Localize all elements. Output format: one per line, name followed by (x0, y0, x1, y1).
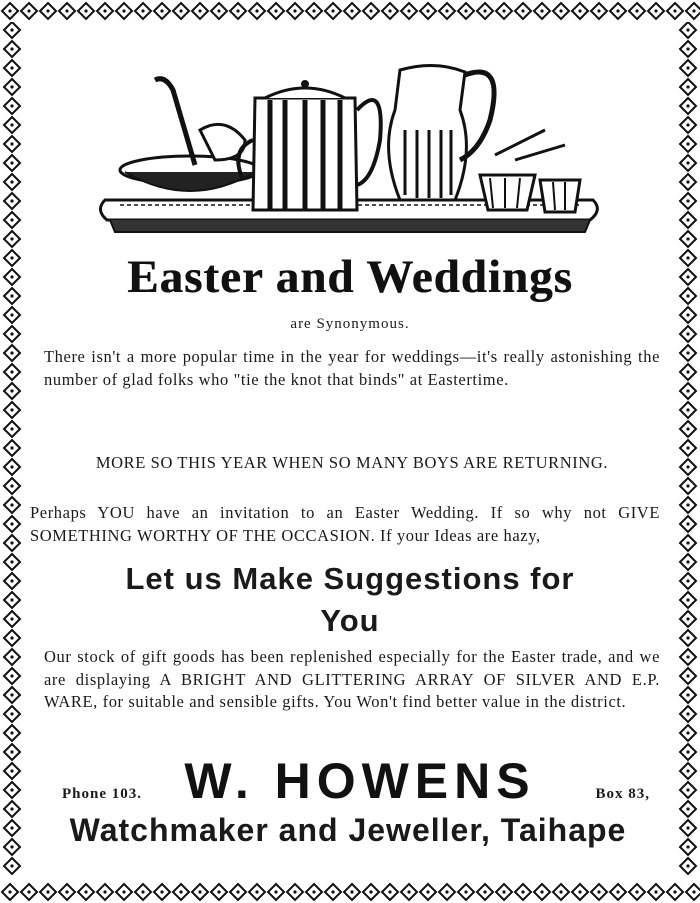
border-dot (10, 218, 13, 221)
silverware-tray-illustration (95, 60, 605, 245)
border-dot (369, 890, 372, 893)
border-dot (312, 890, 315, 893)
border-dot (686, 332, 689, 335)
border-dot (635, 890, 638, 893)
border-dot (10, 161, 13, 164)
border-dot (10, 351, 13, 354)
border-dot (10, 275, 13, 278)
decorative-border-top (0, 0, 700, 22)
border-dot (10, 28, 13, 31)
border-dot (10, 180, 13, 183)
border-dot (686, 522, 689, 525)
border-dot (686, 28, 689, 31)
border-dot (331, 9, 334, 12)
border-dot (255, 9, 258, 12)
border-dot (686, 731, 689, 734)
border-dot (654, 890, 657, 893)
border-dot (312, 9, 315, 12)
cta-line-1: Let us Make Suggestions for (125, 561, 575, 596)
border-dot (350, 890, 353, 893)
border-dot (559, 9, 562, 12)
border-dot (10, 522, 13, 525)
border-dot (502, 890, 505, 893)
border-dot (686, 484, 689, 487)
border-dot (483, 9, 486, 12)
border-dot (10, 750, 13, 753)
border-dot (10, 769, 13, 772)
paragraph-invitation: Perhaps YOU have an invitation to an Easter Wedding. If so why not GIVE SOMETHING WORTHY OF THE OCCASION. If your Ideas are hazy, (30, 503, 660, 545)
paragraph-weddings: There isn't a more popular time in the year for weddings—it's really astonishing the number of glad folks who "tie the knot that binds" at Eastertime. (44, 347, 660, 389)
paragraph-boys-returning: MORE SO THIS YEAR WHEN SO MANY BOYS ARE RETURNING. (95, 453, 609, 472)
border-dot (673, 890, 676, 893)
border-dot (686, 351, 689, 354)
border-dot (255, 890, 258, 893)
border-dot (10, 408, 13, 411)
border-dot (10, 123, 13, 126)
border-dot (686, 845, 689, 848)
border-dot (686, 66, 689, 69)
border-dot (686, 218, 689, 221)
border-dot (331, 890, 334, 893)
border-dot (217, 9, 220, 12)
border-dot (483, 890, 486, 893)
border-dot (236, 9, 239, 12)
border-dot (84, 9, 87, 12)
border-dot (10, 655, 13, 658)
border-dot (10, 712, 13, 715)
border-dot (673, 9, 676, 12)
border-dot (686, 465, 689, 468)
border-dot (10, 104, 13, 107)
border-dot (27, 9, 30, 12)
border-dot (686, 294, 689, 297)
border-dot (686, 541, 689, 544)
decorative-border-right (676, 22, 700, 881)
border-dot (686, 826, 689, 829)
border-dot (160, 9, 163, 12)
border-dot (103, 890, 106, 893)
border-dot (686, 199, 689, 202)
border-dot (27, 890, 30, 893)
border-dot (686, 446, 689, 449)
border-dot (10, 294, 13, 297)
border-dot (10, 636, 13, 639)
decorative-border-bottom (0, 881, 700, 903)
border-dot (502, 9, 505, 12)
border-dot (10, 541, 13, 544)
border-dot (464, 890, 467, 893)
paragraph-stock: Our stock of gift goods has been replenished especially for the Easter trade, and we are displaying A BRIGHT AND GLITTERING ARRAY OF SILVER AND E.P. WARE, for suitable and sensible gifts. You Won't find better value in the district. (44, 647, 660, 711)
border-dot (10, 256, 13, 259)
border-dot (686, 674, 689, 677)
border-dot (10, 731, 13, 734)
border-dot (597, 890, 600, 893)
border-dot (293, 9, 296, 12)
border-dot (686, 47, 689, 50)
phone-number: Phone 103. (62, 786, 143, 802)
contact-row (40, 752, 660, 812)
border-dot (388, 890, 391, 893)
border-dot (426, 9, 429, 12)
border-dot (198, 9, 201, 12)
border-dot (10, 674, 13, 677)
border-dot (686, 617, 689, 620)
border-dot (407, 890, 410, 893)
call-to-action (40, 558, 660, 642)
border-dot (686, 275, 689, 278)
border-dot (686, 370, 689, 373)
border-dot (686, 788, 689, 791)
border-dot (198, 890, 201, 893)
border-dot (122, 9, 125, 12)
border-dot (293, 890, 296, 893)
border-dot (217, 890, 220, 893)
border-dot (686, 256, 689, 259)
border-dot (10, 617, 13, 620)
border-dot (521, 9, 524, 12)
border-dot (10, 826, 13, 829)
border-dot (10, 370, 13, 373)
cta-line-2: You (320, 603, 380, 638)
border-dot (10, 446, 13, 449)
border-dot (686, 313, 689, 316)
border-dot (654, 9, 657, 12)
border-dot (10, 503, 13, 506)
border-dot (540, 890, 543, 893)
border-dot (10, 579, 13, 582)
border-dot (10, 427, 13, 430)
border-dot (686, 769, 689, 772)
border-dot (274, 890, 277, 893)
border-dot (686, 142, 689, 145)
border-dot (578, 890, 581, 893)
border-dot (46, 890, 49, 893)
border-dot (407, 9, 410, 12)
border-dot (426, 890, 429, 893)
border-dot (686, 636, 689, 639)
border-dot (686, 598, 689, 601)
border-dot (10, 845, 13, 848)
border-dot (10, 788, 13, 791)
border-dot (686, 427, 689, 430)
border-dot (616, 9, 619, 12)
border-dot (160, 890, 163, 893)
border-dot (350, 9, 353, 12)
border-dot (616, 890, 619, 893)
border-dot (103, 9, 106, 12)
border-dot (686, 655, 689, 658)
border-dot (692, 890, 695, 893)
subhead: are Synonymous. (290, 316, 410, 332)
border-dot (578, 9, 581, 12)
border-dot (686, 712, 689, 715)
border-dot (464, 9, 467, 12)
border-dot (10, 237, 13, 240)
border-dot (686, 693, 689, 696)
border-dot (10, 598, 13, 601)
border-dot (635, 9, 638, 12)
border-dot (8, 9, 11, 12)
border-dot (10, 560, 13, 563)
border-dot (686, 864, 689, 867)
border-dot (540, 9, 543, 12)
border-dot (686, 503, 689, 506)
border-dot (559, 890, 562, 893)
border-dot (10, 807, 13, 810)
border-dot (686, 807, 689, 810)
border-dot (686, 85, 689, 88)
border-dot (686, 579, 689, 582)
po-box: Box 83, (595, 786, 650, 802)
border-dot (46, 9, 49, 12)
border-dot (686, 180, 689, 183)
border-dot (521, 890, 524, 893)
border-dot (369, 9, 372, 12)
border-dot (686, 750, 689, 753)
border-dot (10, 85, 13, 88)
border-dot (686, 161, 689, 164)
border-dot (686, 560, 689, 563)
border-dot (686, 389, 689, 392)
border-dot (236, 890, 239, 893)
border-dot (445, 9, 448, 12)
border-dot (388, 9, 391, 12)
border-dot (692, 9, 695, 12)
border-dot (10, 66, 13, 69)
trade-line: Watchmaker and Jeweller, Taihape (69, 812, 627, 848)
border-dot (8, 890, 11, 893)
border-dot (686, 237, 689, 240)
border-dot (686, 123, 689, 126)
border-dot (10, 693, 13, 696)
border-dot (10, 332, 13, 335)
border-dot (10, 199, 13, 202)
border-dot (179, 9, 182, 12)
decorative-border-left (0, 22, 24, 881)
border-dot (179, 890, 182, 893)
border-dot (10, 484, 13, 487)
border-dot (686, 408, 689, 411)
border-dot (65, 9, 68, 12)
border-dot (84, 890, 87, 893)
border-dot (10, 313, 13, 316)
border-dot (10, 864, 13, 867)
border-dot (445, 890, 448, 893)
border-dot (10, 47, 13, 50)
border-dot (122, 890, 125, 893)
border-dot (65, 890, 68, 893)
border-dot (141, 9, 144, 12)
border-dot (10, 142, 13, 145)
headline: Easter and Weddings (127, 251, 573, 303)
border-dot (10, 465, 13, 468)
border-dot (274, 9, 277, 12)
border-dot (141, 890, 144, 893)
border-dot (597, 9, 600, 12)
business-name: W. HOWENS (184, 753, 536, 809)
border-dot (686, 104, 689, 107)
border-dot (10, 389, 13, 392)
